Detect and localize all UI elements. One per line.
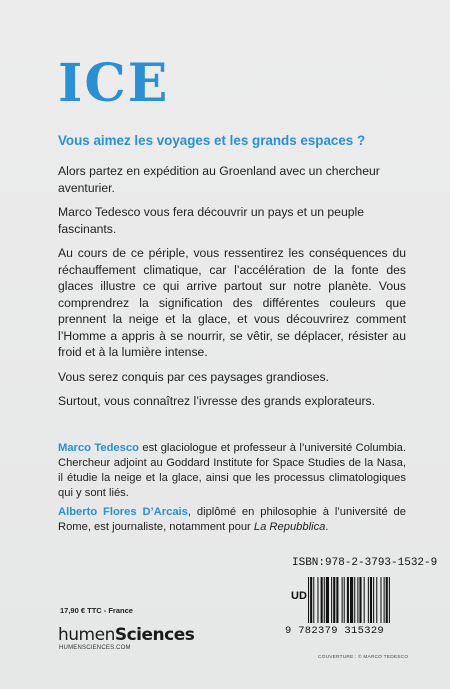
- blurb-paragraph-1: Alors partez en expédition au Groenland avec un chercheur aventurier.: [58, 164, 380, 195]
- author-bio-1: [58, 441, 406, 501]
- barcode-number: 9 782379 315329: [285, 625, 385, 637]
- author-bio-2-text: , diplômé en philosophie à l’université de Rome, est journaliste, notamment pour: [58, 506, 406, 533]
- publication-name: La Repubblica: [253, 521, 326, 533]
- headline: Vous aimez les voyages et les grands espaces ?: [58, 133, 366, 148]
- book-title: ICE: [58, 53, 170, 114]
- author-bio-2: [58, 505, 406, 535]
- publisher-logo-part2: Sciences: [114, 625, 195, 645]
- cover-credit: COUVERTURE : © MARCO TEDESCO: [318, 655, 409, 660]
- publisher-logo-part1: humen: [58, 625, 115, 645]
- blurb-paragraph-2: Marco Tedesco vous fera découvrir un pays et un peuple fascinants.: [58, 205, 364, 236]
- blurb-paragraph-5: Surtout, vous connaîtrez l’ivresse des grands explorateurs.: [58, 394, 376, 408]
- publisher-logo: [58, 625, 194, 645]
- author-bio-2-end: .: [325, 521, 329, 533]
- blurb-paragraph-4: Vous serez conquis par ces paysages grandioses.: [58, 369, 329, 384]
- author-name-2: Alberto Flores D’Arcais: [58, 506, 188, 518]
- isbn-label: ISBN:978-2-3793-1532-9: [292, 557, 438, 569]
- blurb: [58, 163, 406, 418]
- author-bios: [58, 441, 406, 539]
- blurb-paragraph-3: Au cours de ce périple, vous ressentirez les conséquences du réchauffement climatique, car l’accélération de la fonte des glaces illustre ce qui arrive partout sur notre planète. Vous comprendrez la signification des différentes couleurs que prennent la neige et la glace, et vous découvrirez comment l’Homme a appris à se nourrir, se vêtir, se déplacer, résister au froid et à la lumière intense.: [58, 246, 406, 359]
- ud-label: UD: [291, 590, 307, 602]
- publisher-url: HUMENSCIENCES.COM: [59, 645, 131, 651]
- author-name-1: Marco Tedesco: [58, 442, 139, 454]
- barcode: [308, 577, 418, 623]
- author-bio-1-text: est glaciologue et professeur à l’université Columbia. Chercheur adjoint au Goddard Institute for Space Studies de la Nasa, il étudie la neige et la glace, ainsi que les processus climatologiques qui y sont liés.: [58, 442, 406, 499]
- price-label: 17,90 € TTC - France: [60, 606, 133, 615]
